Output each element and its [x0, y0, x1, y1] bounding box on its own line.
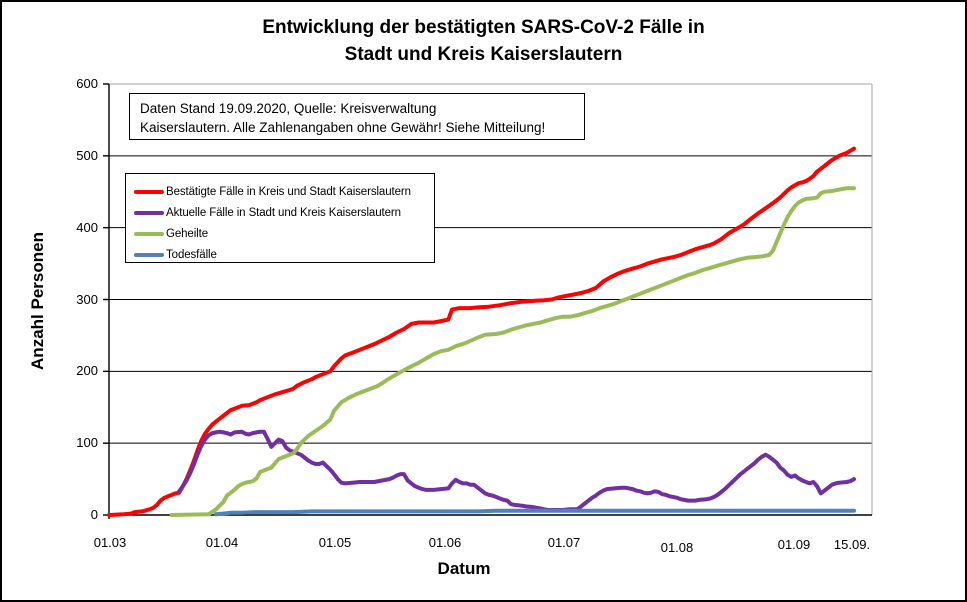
y-tick-label-0: 0	[90, 507, 98, 522]
legend-line-swatch	[134, 211, 164, 215]
x-tick-label-01-04: 01.04	[205, 535, 239, 550]
chart-title-line2: Stadt und Kreis Kaiserslautern	[344, 44, 623, 65]
legend-label: Todesfälle	[166, 248, 217, 261]
legend-label: Geheilte	[166, 227, 209, 240]
legend-label: Bestätigte Fälle in Kreis und Stadt Kaiserslautern	[166, 185, 411, 198]
legend-item	[134, 182, 434, 201]
plot-area	[2, 2, 967, 602]
y-tick-label-200: 200	[76, 363, 98, 379]
legend-item	[134, 203, 434, 222]
y-axis-title: Anzahl Personen	[28, 232, 47, 370]
legend-label: Aktuelle Fälle in Stadt und Kreis Kaiserslautern	[166, 206, 401, 219]
x-tick-label-01-05: 01.05	[318, 535, 352, 550]
chart-title-line1: Entwicklung der bestätigten SARS-CoV-2 Fälle in	[262, 17, 705, 38]
y-tick-label-600: 600	[76, 76, 98, 91]
annotation-line2: Kaiserslautern. Alle Zahlenangaben ohne Gewähr! Siehe Mitteilung!	[140, 120, 546, 135]
annotation-line1: Daten Stand 19.09.2020, Quelle: Kreisverwaltung	[140, 101, 437, 116]
legend-item	[134, 245, 434, 264]
legend-item	[134, 224, 434, 243]
x-axis-title: Datum	[437, 559, 491, 578]
series-line-4	[216, 511, 854, 515]
y-tick-label-500: 500	[76, 147, 98, 163]
data-source-annotation	[129, 93, 585, 140]
chart-title	[2, 14, 965, 68]
y-tick-label-100: 100	[76, 435, 98, 451]
x-tick-label-01-06: 01.06	[428, 535, 462, 550]
y-tick-label-400: 400	[76, 219, 98, 235]
x-tick-label-01-03: 01.03	[93, 535, 127, 550]
x-tick-label-01-08: 01.08	[660, 540, 694, 555]
legend-line-swatch	[134, 232, 164, 236]
x-tick-label-15-09-: 15.09.	[833, 537, 871, 552]
legend-line-swatch	[134, 190, 164, 194]
y-tick-label-300: 300	[76, 291, 98, 307]
legend-line-swatch	[134, 253, 164, 257]
legend	[125, 173, 435, 263]
x-tick-label-01-09: 01.09	[777, 537, 811, 552]
x-tick-label-01-07: 01.07	[547, 535, 581, 550]
